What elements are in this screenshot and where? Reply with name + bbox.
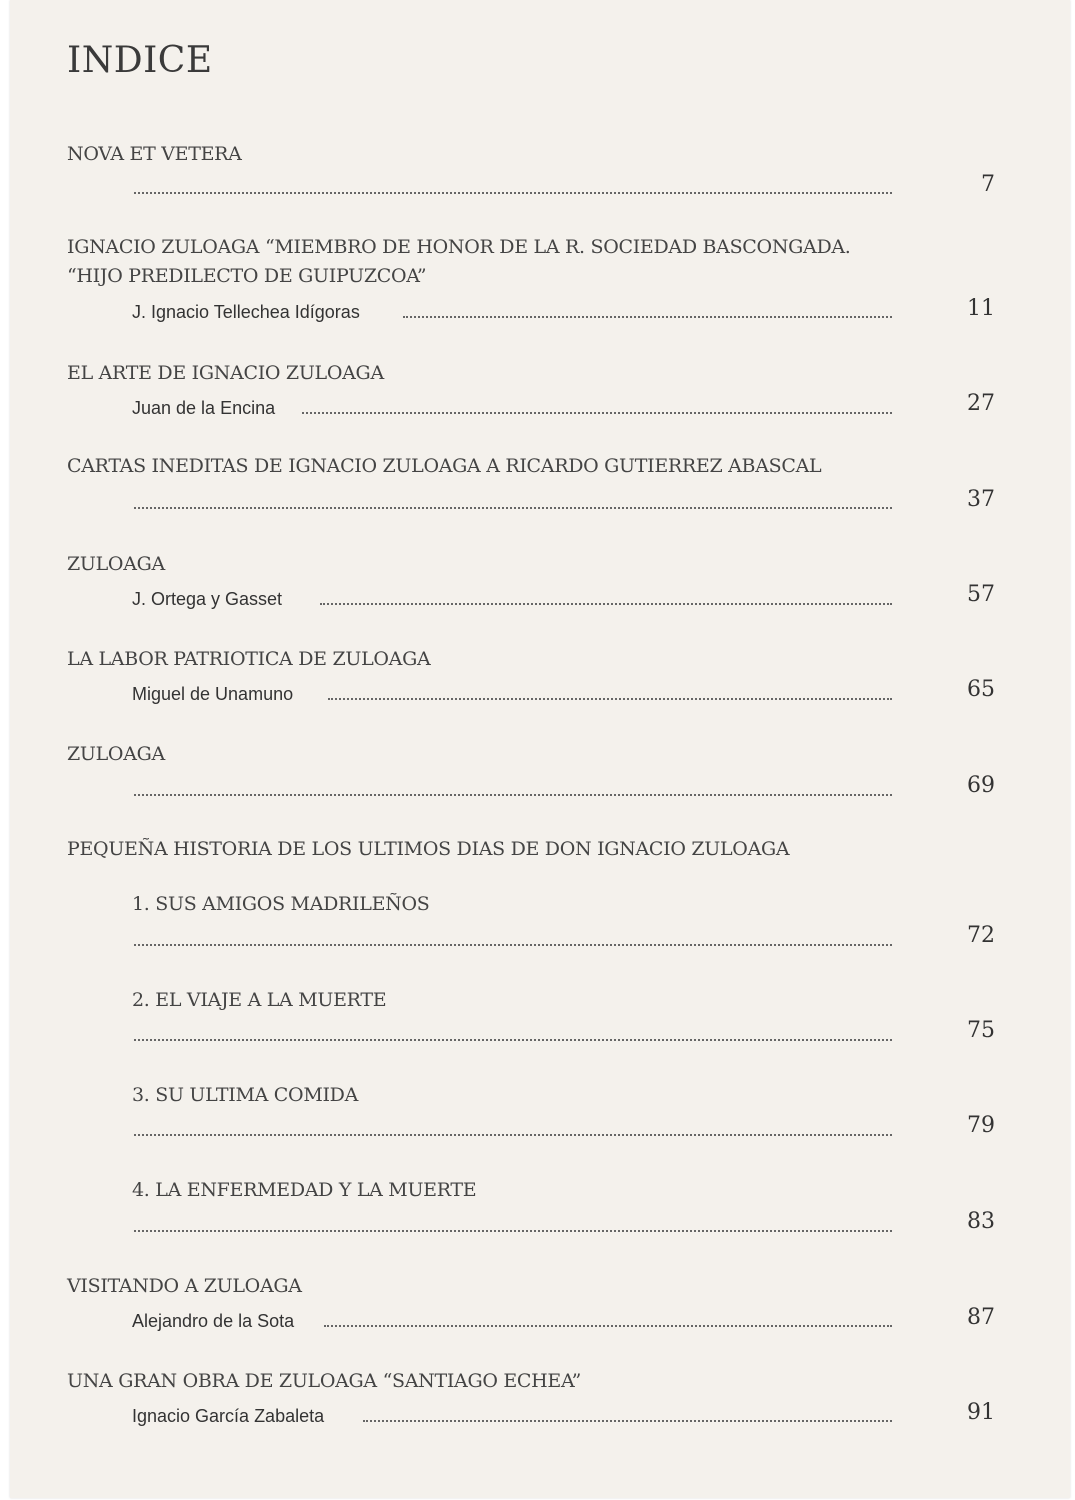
dot-leader	[134, 1226, 892, 1232]
entry-title: IGNACIO ZULOAGA “MIEMBRO DE HONOR DE LA R. SOCIEDAD BASCONGADA.	[67, 236, 851, 258]
entry-title: NOVA ET VETERA	[67, 143, 242, 165]
dot-leader	[320, 599, 892, 605]
entry-author: J. Ortega y Gasset	[132, 589, 283, 609]
entry-author: Juan de la Encina	[132, 398, 276, 418]
page-number: 72	[967, 923, 995, 948]
dot-leader	[134, 188, 892, 194]
page-number: 57	[967, 582, 995, 607]
entry-author: Alejandro de la Sota	[132, 1311, 295, 1331]
dot-leader	[328, 694, 892, 700]
entry-title: ZULOAGA	[67, 553, 165, 575]
page-number: 65	[967, 677, 995, 702]
entry-title: VISITANDO A ZULOAGA	[67, 1275, 302, 1297]
dot-leader	[134, 790, 892, 796]
page-number: 75	[967, 1018, 995, 1043]
subentry-title: 2. EL VIAJE A LA MUERTE	[132, 989, 387, 1011]
entry-title: UNA GRAN OBRA DE ZULOAGA “SANTIAGO ECHEA”	[67, 1370, 582, 1392]
dot-leader	[324, 1321, 892, 1327]
subentry-title: 4. LA ENFERMEDAD Y LA MUERTE	[132, 1179, 477, 1201]
section-heading: PEQUEÑA HISTORIA DE LOS ULTIMOS DIAS DE DON IGNACIO ZULOAGA	[67, 838, 790, 860]
page-number: 91	[967, 1400, 995, 1425]
entry-title: ZULOAGA	[67, 743, 165, 765]
page-number: 27	[967, 391, 995, 416]
page-number: 7	[981, 172, 995, 197]
dot-leader	[134, 503, 892, 509]
entry-title: CARTAS INEDITAS DE IGNACIO ZULOAGA A RICARDO GUTIERREZ ABASCAL	[67, 455, 822, 477]
subentry-title: 1. SUS AMIGOS MADRILEÑOS	[132, 893, 430, 915]
dot-leader	[363, 1416, 892, 1422]
dot-leader	[134, 1035, 892, 1041]
subentry-title: 3. SU ULTIMA COMIDA	[132, 1084, 359, 1106]
entry-author: Miguel de Unamuno	[132, 684, 294, 704]
dot-leader	[134, 940, 892, 946]
dot-leader	[403, 312, 892, 318]
entry-author: J. Ignacio Tellechea Idígoras	[132, 302, 360, 322]
entry-title: EL ARTE DE IGNACIO ZULOAGA	[67, 362, 384, 384]
entry-title: LA LABOR PATRIOTICA DE ZULOAGA	[67, 648, 431, 670]
dot-leader	[134, 1130, 892, 1136]
page-number: 83	[967, 1209, 995, 1234]
entry-author: Ignacio García Zabaleta	[132, 1406, 325, 1426]
page-number: 79	[967, 1113, 995, 1138]
page-number: 69	[967, 773, 995, 798]
entry-title-line2: “HIJO PREDILECTO DE GUIPUZCOA”	[67, 265, 427, 287]
index-page	[10, 0, 1070, 1498]
dot-leader	[302, 408, 892, 414]
page-title: INDICE	[67, 40, 213, 81]
page-number: 11	[967, 296, 995, 321]
page-number: 87	[967, 1305, 995, 1330]
page-number: 37	[967, 487, 995, 512]
